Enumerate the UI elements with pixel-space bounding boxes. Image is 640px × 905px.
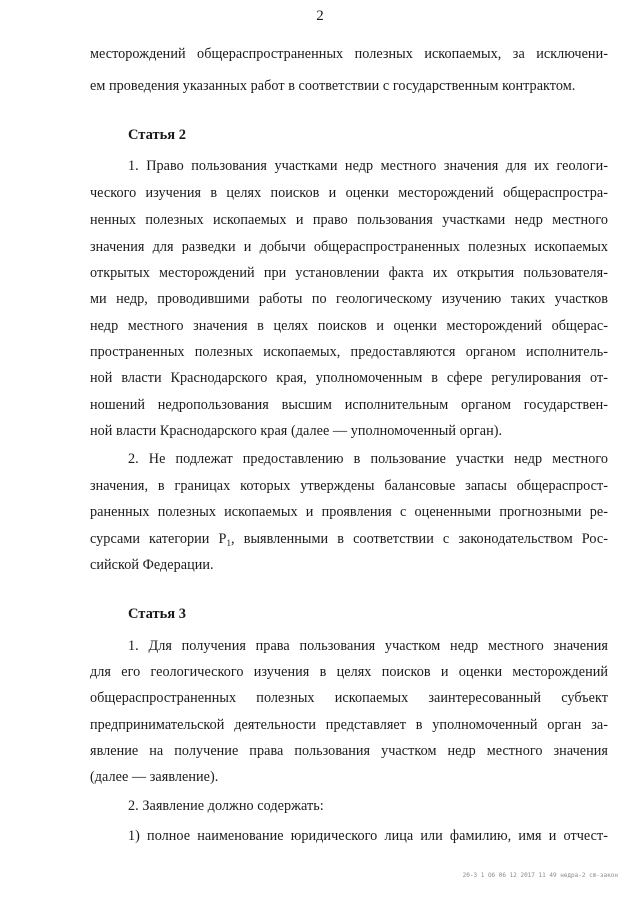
text-line: ем проведения указанных работ в соответствии с государственным контрактом. — [90, 78, 576, 94]
text-line: (далее — заявление). — [90, 769, 219, 785]
text-fragment: сурсами категории P — [90, 531, 227, 547]
text-line: ми недр, проводившими работы по геологическому изучению таких участков — [90, 291, 608, 307]
text-line — [90, 529, 608, 549]
footer-stamp: 20-3 1 Об 06 12 2017 11 49 недра-2 cm-закон — [462, 872, 618, 879]
article-heading: Статья 3 — [128, 606, 186, 622]
text-line: ной власти Краснодарского края, уполномоченным в сфере регулирования от- — [90, 370, 608, 386]
text-line: 2. Не подлежат предоставлению в пользование участки недр местного — [128, 451, 608, 467]
text-line: 1. Право пользования участками недр местного значения для их геологи- — [128, 158, 608, 174]
text-line: 1) полное наименование юридического лица или фамилию, имя и отчест- — [128, 828, 608, 844]
text-line: открытых месторождений при установлении факта их открытия пользователя- — [90, 265, 608, 281]
page-number: 2 — [316, 8, 324, 24]
text-line: раненных полезных ископаемых и проявления с оцененными прогнозными ре- — [90, 504, 608, 520]
text-line: для его геологического изучения в целях поисков и оценки месторождений — [90, 664, 608, 680]
text-line: общераспространенных полезных ископаемых заинтересованный субъект — [90, 690, 608, 706]
text-line: явление на получение права пользования участком недр местного значения — [90, 743, 608, 759]
text-line: пространенных полезных ископаемых, предоставляются органом исполнитель- — [90, 344, 608, 360]
text-line: ненных полезных ископаемых и право пользования участками недр местного — [90, 212, 608, 228]
text-line: значения, в границах которых утверждены балансовые запасы общераспрост- — [90, 478, 608, 494]
text-line: месторождений общераспространенных полезных ископаемых, за исключени- — [90, 46, 608, 62]
text-line: 1. Для получения права пользования участком недр местного значения — [128, 638, 608, 654]
text-line: ношений недропользования высшим исполнительным органом государствен- — [90, 397, 608, 413]
subscript: 1 — [226, 538, 232, 548]
text-line: значения для разведки и добычи общераспространенных полезных ископаемых — [90, 239, 608, 255]
text-line: 2. Заявление должно содержать: — [128, 798, 324, 814]
text-line: недр местного значения в целях поисков и оценки месторождений общерас- — [90, 318, 608, 334]
text-fragment: , выявленными в соответствии с законодательством Рос- — [231, 531, 608, 547]
text-line: ной власти Краснодарского края (далее — уполномоченный орган). — [90, 423, 503, 439]
text-line: предпринимательской деятельности представляет в уполномоченный орган за- — [90, 717, 608, 733]
text-line: сийской Федерации. — [90, 557, 214, 573]
article-heading: Статья 2 — [128, 127, 186, 143]
text-line: ческого изучения в целях поисков и оценки месторождений общераспростра- — [90, 185, 608, 201]
